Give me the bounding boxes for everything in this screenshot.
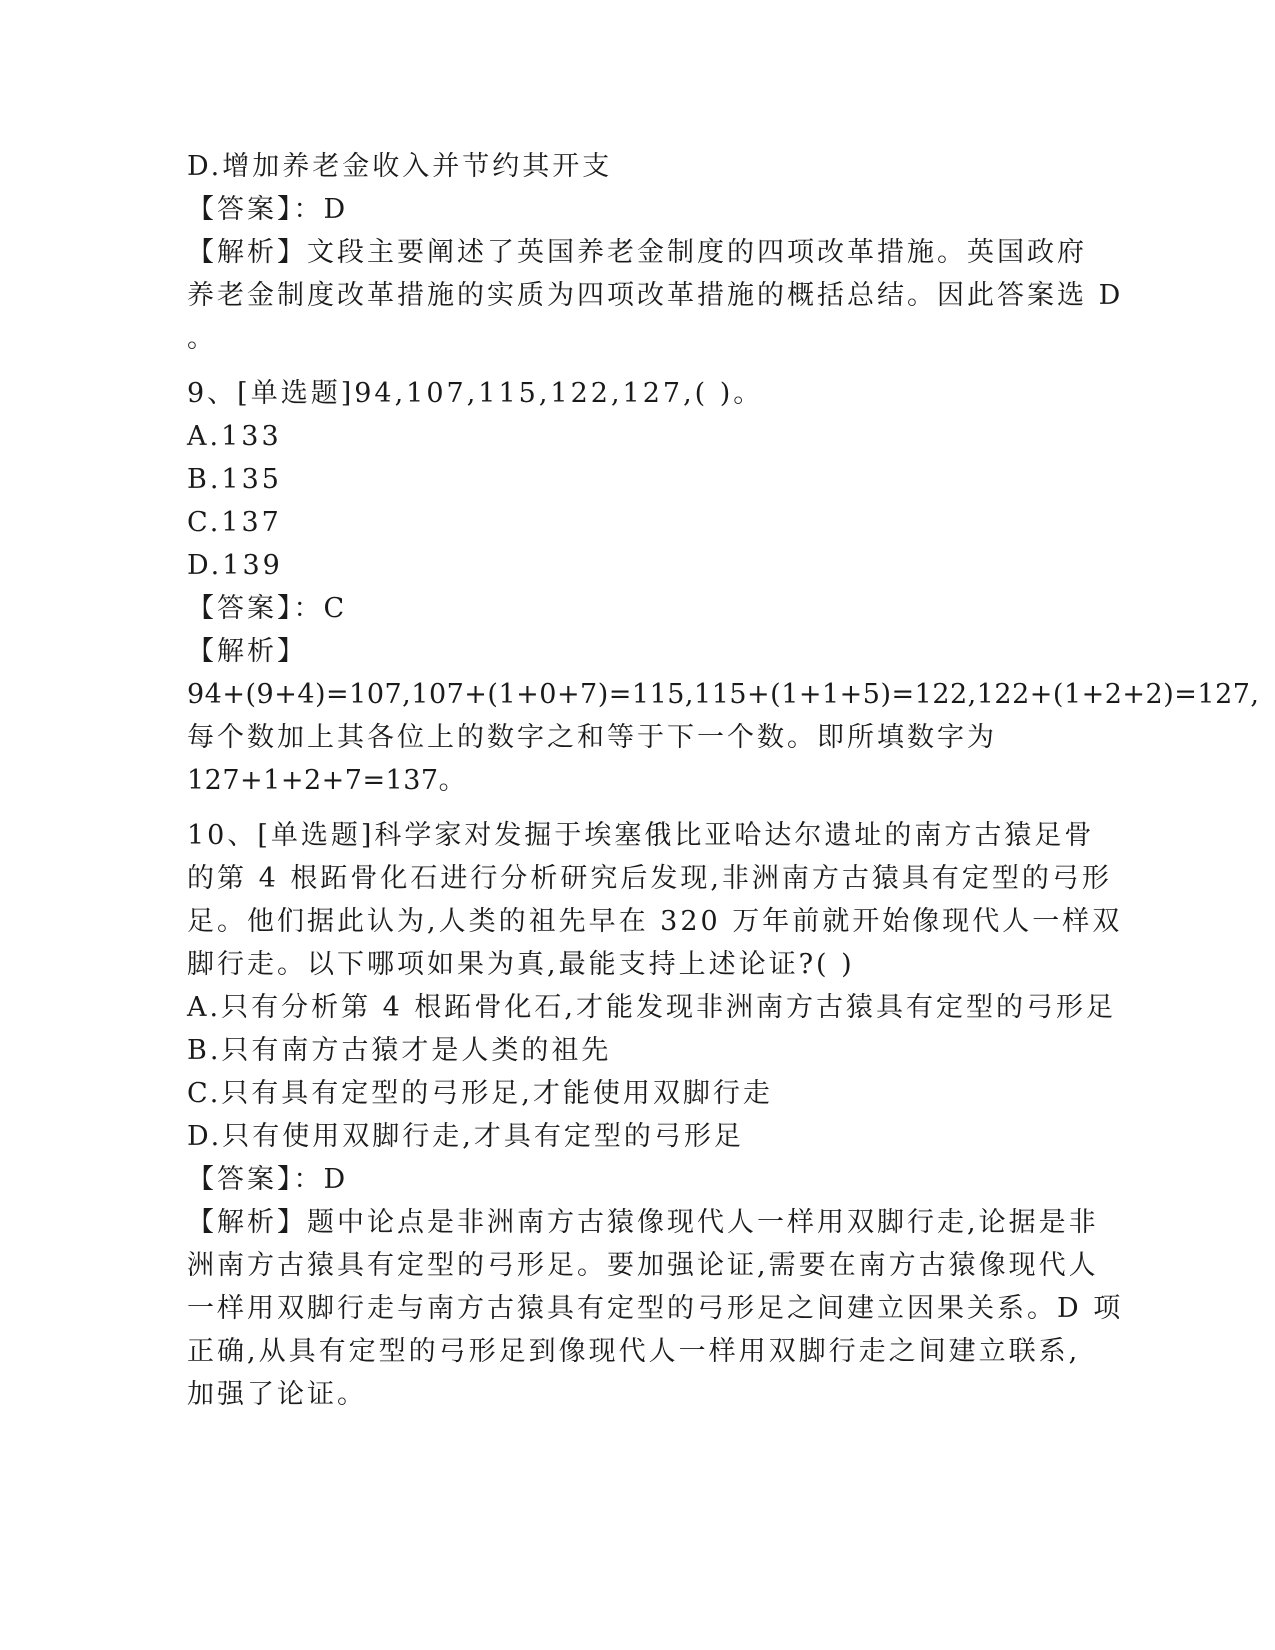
- option-a: A.只有分析第 4 根跖骨化石,才能发现非洲南方古猿具有定型的弓形足: [187, 992, 1117, 1023]
- question-9: [187, 372, 1260, 802]
- option-d: D.增加养老金收入并节约其开支: [187, 151, 613, 182]
- spacer: [187, 802, 1077, 814]
- question-text: 的第 4 根跖骨化石进行分析研究后发现,非洲南方古猿具有定型的弓形: [187, 863, 1112, 894]
- analysis-line: 养老金制度改革措施的实质为四项改革措施的概括总结。因此答案选 D: [187, 280, 1124, 311]
- analysis-line: 一样用双脚行走与南方古猿具有定型的弓形足之间建立因果关系。D 项: [187, 1293, 1124, 1324]
- question-text: 足。他们据此认为,人类的祖先早在 320 万年前就开始像现代人一样双: [187, 906, 1123, 937]
- analysis-line: 每个数加上其各位上的数字之和等于下一个数。即所填数字为: [187, 722, 997, 753]
- option-a: A.133: [187, 421, 282, 452]
- analysis-line: 。: [187, 323, 217, 354]
- document-page: [187, 145, 1260, 1416]
- question-text: 脚行走。以下哪项如果为真,最能支持上述论证?( ): [187, 949, 855, 980]
- previous-question-tail: [187, 145, 1124, 360]
- analysis-label: 【解析】: [187, 636, 307, 667]
- analysis-line: 洲南方古猿具有定型的弓形足。要加强论证,需要在南方古猿像现代人: [187, 1250, 1099, 1281]
- analysis-line: 【解析】文段主要阐述了英国养老金制度的四项改革措施。英国政府: [187, 237, 1087, 268]
- analysis-line: 正确,从具有定型的弓形足到像现代人一样用双脚行走之间建立联系,: [187, 1336, 1081, 1367]
- spacer: [187, 360, 1077, 372]
- answer-line: 【答案】：D: [187, 194, 349, 225]
- answer-line: 【答案】：D: [187, 1164, 349, 1195]
- option-b: B.135: [187, 464, 282, 495]
- question-10: [187, 814, 1124, 1416]
- option-c: C.只有具有定型的弓形足,才能使用双脚行走: [187, 1078, 773, 1109]
- option-b: B.只有南方古猿才是人类的祖先: [187, 1035, 612, 1066]
- answer-line: 【答案】：C: [187, 593, 348, 624]
- analysis-line: 【解析】题中论点是非洲南方古猿像现代人一样用双脚行走,论据是非: [187, 1207, 1099, 1238]
- analysis-line: 94+(9+4)=107,107+(1+0+7)=115,115+(1+1+5)=122,122+(1+2+2)=127,: [187, 679, 1260, 710]
- option-c: C.137: [187, 507, 282, 538]
- option-d: D.只有使用双脚行走,才具有定型的弓形足: [187, 1121, 744, 1152]
- analysis-line: 127+1+2+7=137。: [187, 765, 467, 796]
- analysis-line: 加强了论证。: [187, 1379, 367, 1410]
- question-text: 9、[单选题]94,107,115,122,127,( )。: [187, 378, 764, 409]
- question-text: 10、[单选题]科学家对发掘于埃塞俄比亚哈达尔遗址的南方古猿足骨: [187, 820, 1095, 851]
- option-d: D.139: [187, 550, 283, 581]
